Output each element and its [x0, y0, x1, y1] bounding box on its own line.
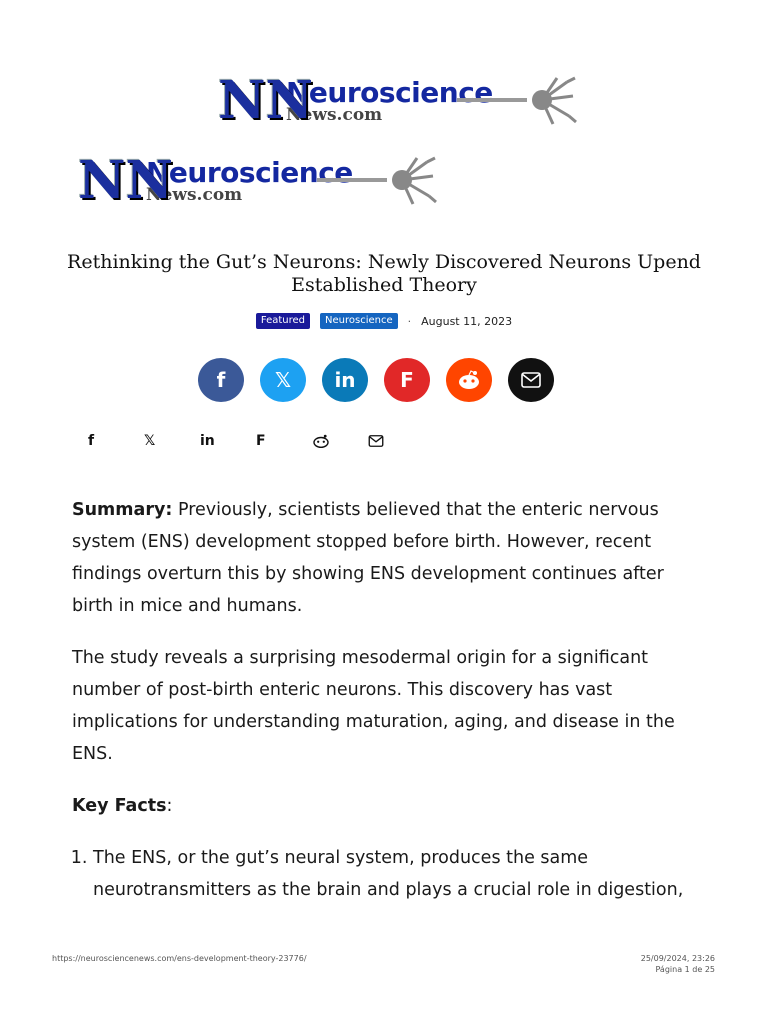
- site-logo-secondary[interactable]: [78, 150, 437, 211]
- logo-mark: NN: [78, 150, 174, 211]
- email-icon: [521, 372, 541, 388]
- linkedin-icon[interactable]: in: [200, 433, 215, 449]
- article-body: [72, 494, 692, 906]
- list-item: 1. The ENS, or the gut’s neural system, produces the same neurotransmitters as the brain and plays a crucial role in digestion,: [93, 842, 692, 906]
- tag-featured[interactable]: Featured: [256, 313, 310, 329]
- tag-neuroscience[interactable]: Neuroscience: [320, 313, 398, 329]
- share-linkedin-button[interactable]: [322, 358, 368, 402]
- print-datetime: 25/09/2024, 23:26: [640, 954, 715, 963]
- flipboard-icon[interactable]: F: [256, 433, 266, 449]
- flipboard-icon: F: [400, 368, 414, 392]
- key-facts-list: [72, 842, 692, 906]
- share-reddit-button[interactable]: [446, 358, 492, 402]
- logo-mark: NN: [218, 70, 314, 131]
- linkedin-icon: in: [334, 368, 356, 392]
- reddit-icon[interactable]: [312, 430, 368, 452]
- neuron-icon: [317, 156, 437, 206]
- paragraph: The study reveals a surprising mesodermal origin for a significant number of post-birth enteric neurons. This discovery has vast implications for understanding maturation, aging, and disease in the ENS.: [72, 648, 675, 764]
- summary-paragraph: [72, 494, 692, 622]
- article-meta: [0, 313, 768, 329]
- summary-label: Summary:: [72, 500, 173, 520]
- logo-line2: News.com: [286, 104, 383, 125]
- key-facts-heading: Key Facts:: [72, 796, 173, 816]
- article-title: Rethinking the Gut’s Neurons: Newly Discovered Neurons Upend Established Theory: [67, 251, 701, 296]
- email-icon[interactable]: [368, 430, 424, 452]
- reddit-icon: [457, 370, 481, 390]
- summary-text: Previously, scientists believed that the enteric nervous system (ENS) development stopped before birth. However, recent findings overturn this by showing ENS development continues after birth in mice and humans.: [72, 500, 664, 616]
- x-icon[interactable]: 𝕏: [144, 433, 156, 449]
- share-x-button[interactable]: [260, 358, 306, 402]
- page-number: Página 1 de 25: [655, 965, 715, 974]
- page-url: https://neurosciencenews.com/ens-development-theory-23776/: [52, 954, 307, 963]
- share-facebook-button[interactable]: [198, 358, 244, 402]
- facebook-icon: f: [216, 368, 226, 392]
- meta-separator: ·: [407, 314, 412, 328]
- logo-line1: Neuroscience: [146, 155, 353, 189]
- logo-line2: News.com: [146, 184, 243, 205]
- article-date: August 11, 2023: [421, 314, 513, 328]
- logo-line1: Neuroscience: [286, 75, 493, 109]
- share-flipboard-button[interactable]: [384, 358, 430, 402]
- neuron-icon: [457, 76, 577, 126]
- share-icons-small: [88, 430, 424, 452]
- x-icon: 𝕏: [274, 368, 292, 392]
- site-logo[interactable]: [218, 70, 577, 131]
- facebook-icon[interactable]: f: [88, 433, 95, 449]
- share-buttons: [198, 358, 554, 402]
- share-email-button[interactable]: [508, 358, 554, 402]
- page-footer-right: [641, 953, 715, 975]
